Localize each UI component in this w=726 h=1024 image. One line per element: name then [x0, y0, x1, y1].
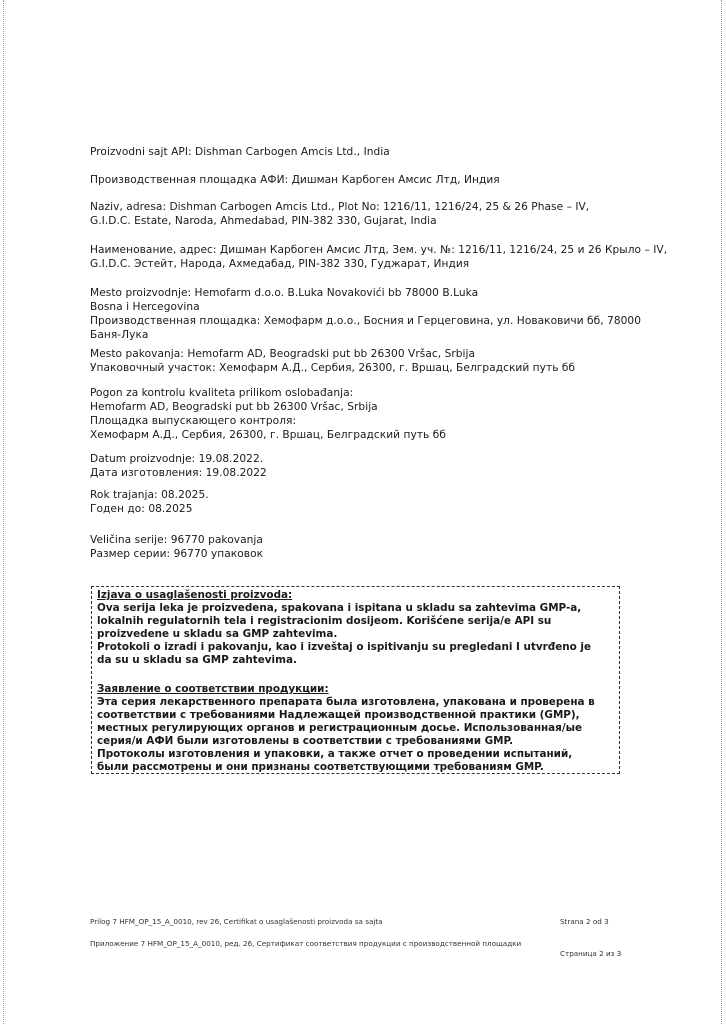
- declaration-ru-line4: серия/и АФИ были изготовлены в соответствии с требованиями GMP.: [97, 735, 514, 747]
- declaration-title-ru: Заявление о соответствии продукции:: [97, 683, 329, 695]
- footer-reference-ru: Приложение 7 HFM_OP_15_A_0010, ред. 26, Сертификат соответствия продукции с производственной площадки: [90, 939, 522, 948]
- declaration-ru-line6: были рассмотрены и они признаны соответствующими требованиям GMP.: [97, 761, 544, 773]
- api-address-ru-line2: G.I.D.C. Эстейт, Народа, Ахмедабад, PIN-382 330, Гуджарат, Индия: [90, 258, 470, 270]
- manufacturing-site-ru-line2: Баня-Лука: [90, 329, 149, 341]
- manufacturing-date-sr: Datum proizvodnje: 19.08.2022.: [90, 453, 264, 465]
- manufacturing-site-sr-line1: Mesto proizvodnje: Hemofarm d.o.o. B.Luka Novakovići bb 78000 B.Luka: [90, 287, 479, 299]
- batch-size-sr: Veličina serije: 96770 pakovanja: [90, 534, 263, 546]
- declaration-title-sr: Izjava o usaglašenosti proizvoda:: [97, 589, 293, 601]
- qc-site-ru-address: Хемофарм А.Д., Сербия, 26300, г. Вршац, Белградский путь бб: [90, 429, 446, 441]
- qc-site-sr-address: Hemofarm AD, Beogradski put bb 26300 Vršac, Srbija: [90, 401, 378, 413]
- batch-size-ru: Размер серии: 96770 упаковок: [90, 548, 264, 560]
- packaging-site-ru: Упаковочный участок: Хемофарм А.Д., Сербия, 26300, г. Вршац, Белградский путь бб: [90, 362, 576, 374]
- declaration-sr-line2: lokalnih regulatornih tela i registracionim dosijeom. Korišćene serija/e API su: [97, 615, 552, 627]
- declaration-ru-line2: соответствии с требованиями Надлежащей производственной практики (GMP),: [97, 709, 580, 721]
- declaration-sr-line5: da su u skladu sa GMP zahtevima.: [97, 654, 297, 666]
- declaration-sr-line4: Protokoli o izradi i pakovanju, kao i izveštaj o ispitivanju su pregledani I utvrđeno je: [97, 641, 592, 653]
- declaration-sr-line1: Ova serija leka je proizvedena, spakovana i ispitana u skladu sa zahtevima GMP-a,: [97, 602, 582, 614]
- expiry-date-sr: Rok trajanja: 08.2025.: [90, 489, 209, 501]
- scan-edge-right: [721, 0, 723, 1024]
- declaration-ru-line1: Эта серия лекарственного препарата была изготовлена, упакована и проверена в: [97, 696, 595, 708]
- packaging-site-sr: Mesto pakovanja: Hemofarm AD, Beogradski put bb 26300 Vršac, Srbija: [90, 348, 476, 360]
- api-address-sr-line1: Naziv, adresa: Dishman Carbogen Amcis Ltd., Plot No: 1216/11, 1216/24, 25 & 26 Phase – IV,: [90, 201, 590, 213]
- declaration-ru-line3: местных регулирующих органов и регистрационным досье. Использованная/ые: [97, 722, 583, 734]
- manufacturing-site-sr-line2: Bosna i Hercegovina: [90, 301, 200, 313]
- declaration-ru-line5: Протоколы изготовления и упаковки, а также отчет о проведении испытаний,: [97, 748, 573, 760]
- api-site-ru: Производственная площадка АФИ: Дишман Карбоген Амсис Лтд, Индия: [90, 174, 500, 186]
- footer-page-number-sr: Strana 2 od 3: [560, 917, 609, 926]
- footer-page-number-ru: Страница 2 из 3: [560, 949, 622, 958]
- manufacturing-date-ru: Дата изготовления: 19.08.2022: [90, 467, 267, 479]
- footer-reference-sr: Prilog 7 HFM_OP_15_A_0010, rev 26, Certifikat o usaglašenosti proizvoda sa sajta: [90, 917, 383, 926]
- expiry-date-ru: Годен до: 08.2025: [90, 503, 193, 515]
- qc-site-ru-label: Площадка выпускающего контроля:: [90, 415, 297, 427]
- declaration-sr-line3: proizvedene u skladu sa GMP zahtevima.: [97, 628, 338, 640]
- manufacturing-site-ru-line1: Производственная площадка: Хемофарм д.о.о., Босния и Герцеговина, ул. Новаковичи бб, 78000: [90, 315, 642, 327]
- scan-edge-left: [3, 0, 5, 1024]
- api-address-ru-line1: Наименование, адрес: Дишман Карбоген Амсис Лтд, Зем. уч. №: 1216/11, 1216/24, 25 и 26 Крыло – IV,: [90, 244, 668, 256]
- qc-site-sr-label: Pogon za kontrolu kvaliteta prilikom oslobađanja:: [90, 387, 354, 399]
- api-address-sr-line2: G.I.D.C. Estate, Naroda, Ahmedabad, PIN-382 330, Gujarat, India: [90, 215, 437, 227]
- api-site-sr: Proizvodni sajt API: Dishman Carbogen Amcis Ltd., India: [90, 146, 390, 158]
